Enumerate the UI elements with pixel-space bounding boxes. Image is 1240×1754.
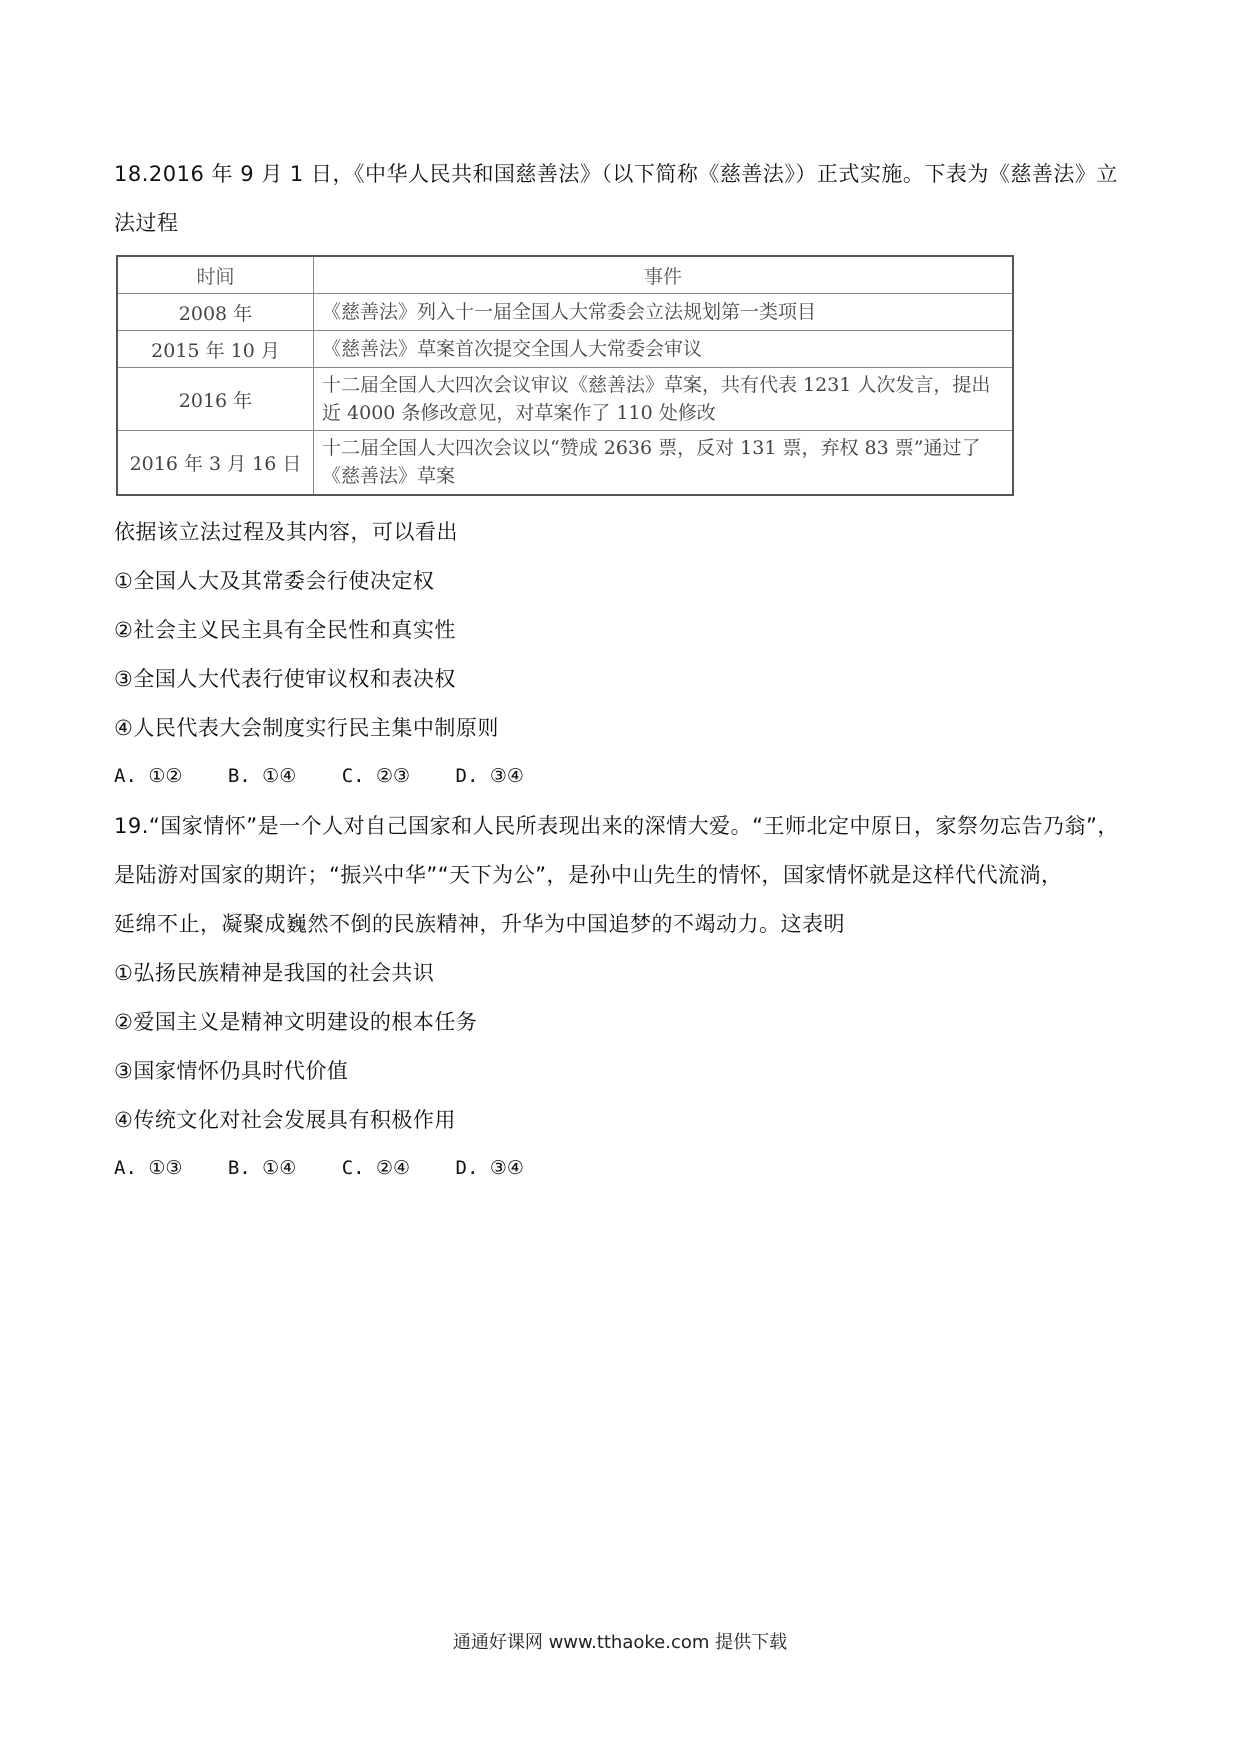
option-b: B. ①④ <box>227 765 297 787</box>
footer-download-note: 通通好课网 www.tthaoke.com 提供下载 <box>452 1632 788 1653</box>
q18-statement-3: ③全国人大代表行使审议权和表决权 <box>114 667 456 691</box>
q19-statement-1: ①弘扬民族精神是我国的社会共识 <box>114 961 435 985</box>
option-a: A. ①③ <box>114 1157 183 1179</box>
q19-statement-4: ④传统文化对社会发展具有积极作用 <box>114 1108 456 1132</box>
q19-stem-line-3: 延绵不止，凝聚成巍然不倒的民族精神，升华为中国追梦的不竭动力。这表明 <box>114 912 845 936</box>
row-time: 2008 年 <box>117 294 314 331</box>
q19-stem-line-1: 19.“国家情怀”是一个人对自己国家和人民所表现出来的深情大爱。“王师北定中原日，家祭勿忘告乃翁”， <box>114 814 1119 838</box>
q19-stem-line-2: 是陆游对国家的期许；“振兴中华”“天下为公”，是孙中山先生的情怀，国家情怀就是这样代代流淌， <box>114 863 1063 887</box>
row-event: 《慈善法》草案首次提交全国人大常委会审议 <box>314 331 1014 368</box>
option-d: D. ③④ <box>455 765 524 787</box>
option-a: A. ①② <box>114 765 183 787</box>
row-time: 2016 年 3 月 16 日 <box>117 431 314 495</box>
header-time: 时间 <box>117 256 314 294</box>
table-row <box>117 368 1013 431</box>
table-row <box>117 331 1013 368</box>
legislation-table <box>116 255 1014 496</box>
table-header-row <box>117 256 1013 294</box>
header-event: 事件 <box>314 256 1014 294</box>
table-row <box>117 431 1013 495</box>
q19-statement-3: ③国家情怀仍具时代价值 <box>114 1059 349 1083</box>
option-c: C. ②④ <box>341 1157 411 1179</box>
row-event: 《慈善法》列入十一届全国人大常委会立法规划第一类项目 <box>314 294 1014 331</box>
q18-stem-line-2: 法过程 <box>114 211 179 235</box>
q18-stem-line-1: 18.2016 年 9 月 1 日，《中华人民共和国慈善法》（以下简称《慈善法》）正式实施。下表为《慈善法》立 <box>114 162 1118 186</box>
q18-statement-4: ④人民代表大会制度实行民主集中制原则 <box>114 716 499 740</box>
row-time: 2015 年 10 月 <box>117 331 314 368</box>
q18-statement-2: ②社会主义民主具有全民性和真实性 <box>114 618 456 642</box>
q19-options <box>114 1157 558 1179</box>
table-row <box>117 294 1013 331</box>
q19-statement-2: ②爱国主义是精神文明建设的根本任务 <box>114 1010 478 1034</box>
row-event: 十二届全国人大四次会议以“赞成 2636 票，反对 131 票，弃权 83 票”通过了《慈善法》草案 <box>314 431 1014 495</box>
q18-options <box>114 765 558 787</box>
q18-statement-1: ①全国人大及其常委会行使决定权 <box>114 569 435 593</box>
option-b: B. ①④ <box>227 1157 297 1179</box>
option-d: D. ③④ <box>455 1157 524 1179</box>
q18-prompt: 依据该立法过程及其内容，可以看出 <box>114 520 458 544</box>
row-time: 2016 年 <box>117 368 314 431</box>
row-event: 十二届全国人大四次会议审议《慈善法》草案，共有代表 1231 人次发言，提出近 4000 条修改意见，对草案作了 110 处修改 <box>314 368 1014 431</box>
option-c: C. ②③ <box>341 765 411 787</box>
